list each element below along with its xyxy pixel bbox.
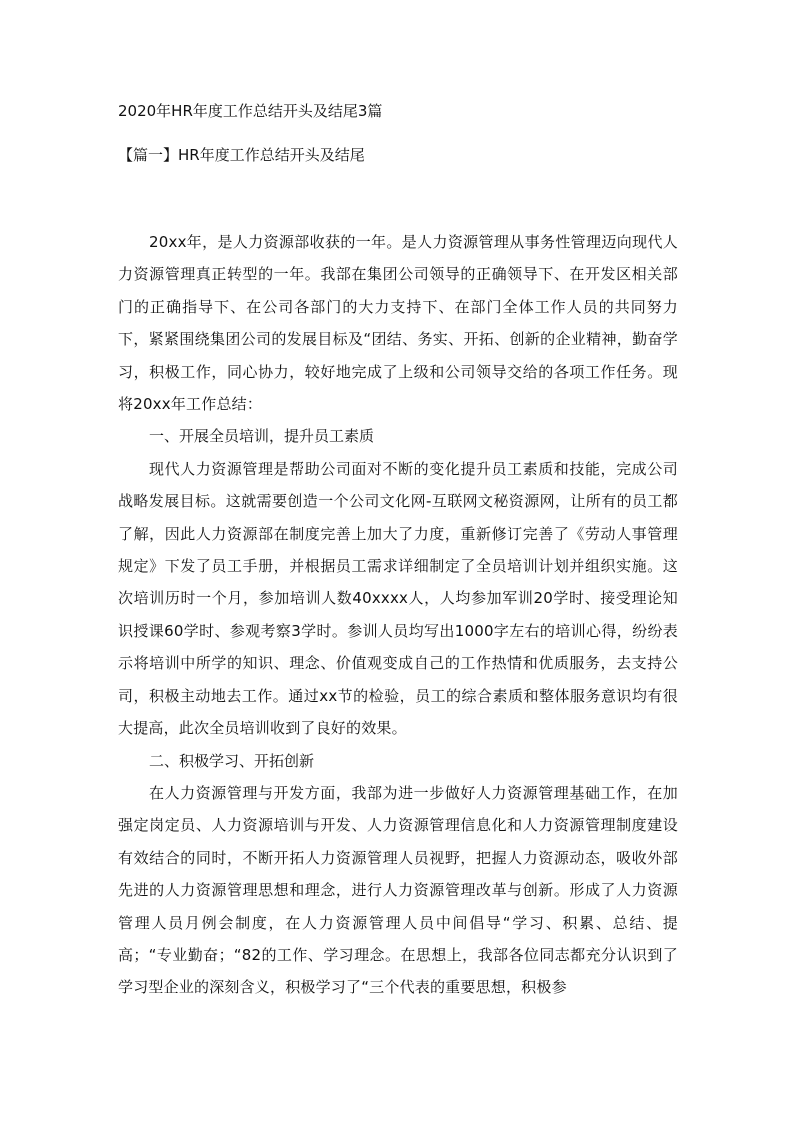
document-title: 2020年HR年度工作总结开头及结尾3篇 <box>118 102 383 120</box>
learning-paragraph: 在人力资源管理与开发方面，我部为进一步做好人力资源管理基础工作，在加强定岗定员、人力资源培训与开发、人力资源管理信息化和人力资源管理制度建设有效结合的同时，不断开拓人力资源管理人员视野，把握人力资源动态，吸收外部先进的人力资源管理思想和理念，进行人力资源管理改革与创新。形成了人力资源管理人员月例会制度，在人力资源管理人员中间倡导“学习、积累、总结、提高；“专业勤奋；“82的工作、学习理念。在思想上，我部各位同志都充分认识到了学习型企业的深刻含义，积极学习了“三个代表的重要思想，积极参 <box>118 783 678 997</box>
section-title: 【篇一】HR年度工作总结开头及结尾 <box>118 146 365 164</box>
heading-training: 一、开展全员培训，提升员工素质 <box>149 427 375 446</box>
document-body <box>118 226 678 1004</box>
training-paragraph: 现代人力资源管理是帮助公司面对不断的变化提升员工素质和技能，完成公司战略发展目标。这就需要创造一个公司文化网-互联网文秘资源网，让所有的员工都了解，因此人力资源部在制度完善上加大了力度，重新修订完善了《劳动人事管理规定》下发了员工手册，并根据员工需求详细制定了全员培训计划并组织实施。这次培训历时一个月，参加培训人数40xxxx人，人均参加军训20学时、接受理论知识授课60学时、参观考察3学时。参训人员均写出1000字左右的培训心得，纷纷表示将培训中所学的知识、理念、价值观变成自己的工作热情和优质服务，去支持公司，积极主动地去工作。通过xx节的检验，员工的综合素质和整体服务意识均有很大提高，此次全员培训收到了良好的效果。 <box>118 459 678 738</box>
intro-paragraph: 20xx年，是人力资源部收获的一年。是人力资源管理从事务性管理迈向现代人力资源管理真正转型的一年。我部在集团公司领导的正确领导下、在开发区相关部门的正确指导下、在公司各部门的大力支持下、在部门全体工作人员的共同努力下，紧紧围绕集团公司的发展目标及“团结、务实、开拓、创新的企业精神，勤奋学习，积极工作，同心协力，较好地完成了上级和公司领导交给的各项工作任务。现将20xx年工作总结： <box>118 233 678 414</box>
heading-learning: 二、积极学习、开拓创新 <box>149 751 315 770</box>
